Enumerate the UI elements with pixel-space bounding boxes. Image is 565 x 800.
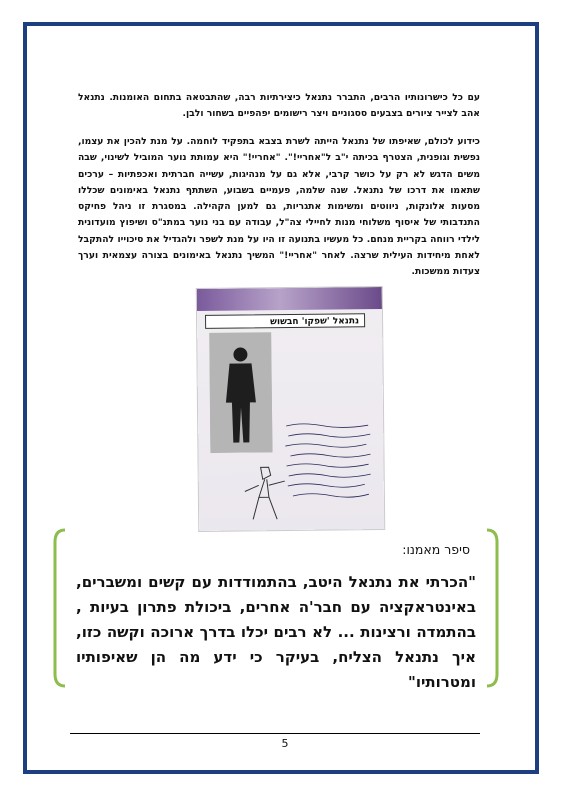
quote-text: "הכרתי את נתנאל היטב, בהתמודדות עם קשים ומשברים, באינטראקציה עם חבר'ה אחרים, ביכולת פתרון בעיות , בהתמדה ורצינות ... לא רבים יכלו בדרך ארוכה וקשה כזו, איך נתנאל הצליח, בעיקר כי ידע מה הן שאיפותיו ומטרותיו" bbox=[76, 573, 476, 691]
footer-divider bbox=[70, 733, 480, 734]
quote-bracket-right-icon bbox=[486, 528, 500, 688]
page-number: 5 bbox=[281, 737, 289, 750]
quote-label: סיפר מאמנו: bbox=[402, 542, 470, 557]
character-sketch-icon bbox=[239, 463, 295, 524]
paragraph-art: עם כל כישרונותיו הרבים, התברר נתנאל כיצירתיות רבה, שהתבטאה בתחום האומנות. נתנאל אהב לצייר ציורים בצבעים ססגוניים ויצר רישומים יפהפיים בשחור ולבן. bbox=[78, 92, 480, 120]
photo-name-label: נתנאל 'שפקו' חבשוש bbox=[205, 313, 365, 329]
soldier-portrait bbox=[209, 332, 272, 453]
photo-top-band bbox=[197, 287, 382, 311]
soldier-silhouette-icon bbox=[209, 332, 272, 453]
quote-box bbox=[52, 528, 500, 691]
quote-bracket-left-icon bbox=[52, 528, 66, 688]
paragraph-army: כידוע לכולם, שאיפתו של נתנאל הייתה לשרת בצבא בתפקיד לוחמה. על מנת להכין את עצמו, נפשית וגופנית, הצטרף בכיתה י"ב ל"אחריי!". "אחריי!" היא עמותת נוער המוביל לשינוי, שבה משים הדגש לא רק על כושר קרבי, אלא גם על מנהיגות, עשייה חברתית ואכפתיות – ערכים שתאמו את דרכו של נתנאל. שנה שלמה, פעמיים בשבוע, השתתף נתנאל באימונים שכללו מסעות אלונקות, ניווטים ומשימות אתגריות, גם למען הקהילה. במסגרת זו ניהל פחיקס התנדבותי של איסוף משלוחי מנות לחיילי צה"ל, עבודה עם בני נוער במתנ"ס ושיפוץ מועדונית לילדי רווחה בקריית מנחם. כל מעשיו בתנועה זו היו על מנת לשפר ולהגדיל את סיכוייו להתקבל לאחת מיחידות העילית שרצה. לאחר "אחריי!" המשיך נתנאל באימונים בצורה עצמאית וערך צעדות ממשכות. bbox=[78, 136, 480, 278]
scrapbook-photo bbox=[197, 287, 385, 531]
handwritten-notes bbox=[282, 419, 375, 508]
